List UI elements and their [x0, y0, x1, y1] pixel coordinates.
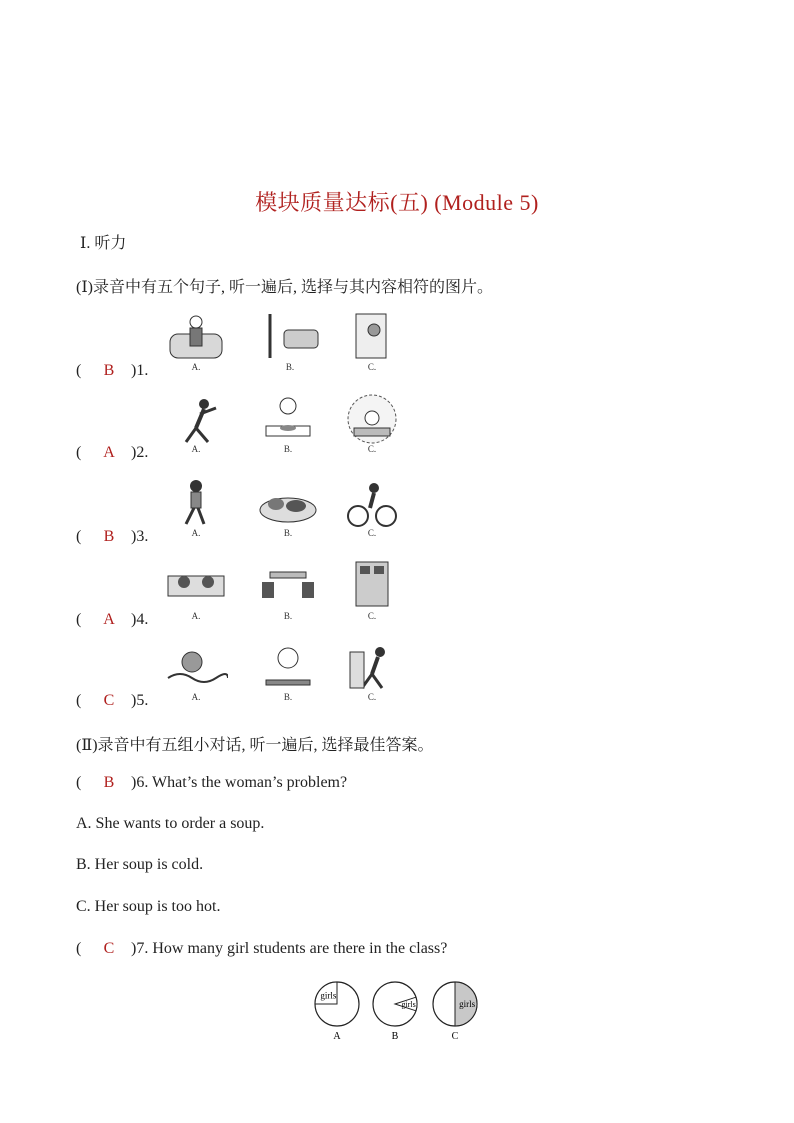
picture-5c-running	[340, 642, 404, 696]
section-heading: Ⅰ. 听力	[80, 235, 127, 252]
picture-1a-person-on-sofa	[164, 312, 228, 366]
q6-option-c: C. Her soup is too hot.	[76, 898, 221, 915]
picture-5b-skateboard	[256, 642, 320, 696]
picture-3a-running-boy	[164, 476, 228, 530]
picture-2c-junk-food	[340, 392, 404, 446]
pie-option-label: C	[451, 1031, 459, 1042]
answer-6: B	[103, 774, 115, 791]
pie-a	[315, 982, 359, 1042]
pie-c	[433, 982, 477, 1042]
page-title: 模块质量达标(五) (Module 5)	[255, 190, 539, 215]
q6-option-b: B. Her soup is cold.	[76, 856, 204, 873]
picture-1c-cat-at-door	[340, 310, 404, 364]
answer-5: C	[103, 692, 115, 709]
picture-4c-cabinet	[340, 558, 404, 612]
picture-3b-food-plate	[256, 478, 320, 532]
pie-charts	[300, 976, 500, 1046]
answer-1: B	[103, 362, 115, 379]
part2-instruction: (Ⅱ)录音中有五组小对话, 听一遍后, 选择最佳答案。	[76, 737, 434, 754]
picture-4a-stove	[164, 560, 228, 614]
pie-girls-label: girls	[320, 990, 337, 1001]
answer-2: A	[103, 444, 115, 461]
picture-1b-sofa	[258, 310, 322, 364]
pie-option-label: A	[333, 1031, 341, 1042]
picture-4b-table-chairs	[256, 560, 320, 614]
picture-3c-cycling	[340, 478, 404, 532]
answer-7: C	[103, 940, 115, 957]
part1-instruction: (Ⅰ)录音中有五个句子, 听一遍后, 选择与其内容相符的图片。	[76, 279, 493, 296]
pie-option-label: B	[391, 1031, 399, 1042]
answer-4: A	[103, 611, 115, 628]
picture-5a-swimming	[164, 642, 228, 696]
pie-b	[373, 982, 417, 1042]
picture-2a-exercising	[164, 394, 228, 448]
picture-2b-eating	[256, 392, 320, 446]
pie-girls-label: girls	[459, 999, 476, 1009]
answer-3: B	[103, 528, 115, 545]
pie-girls-label: girls	[401, 1000, 416, 1009]
q6-option-a: A. She wants to order a soup.	[76, 815, 265, 832]
